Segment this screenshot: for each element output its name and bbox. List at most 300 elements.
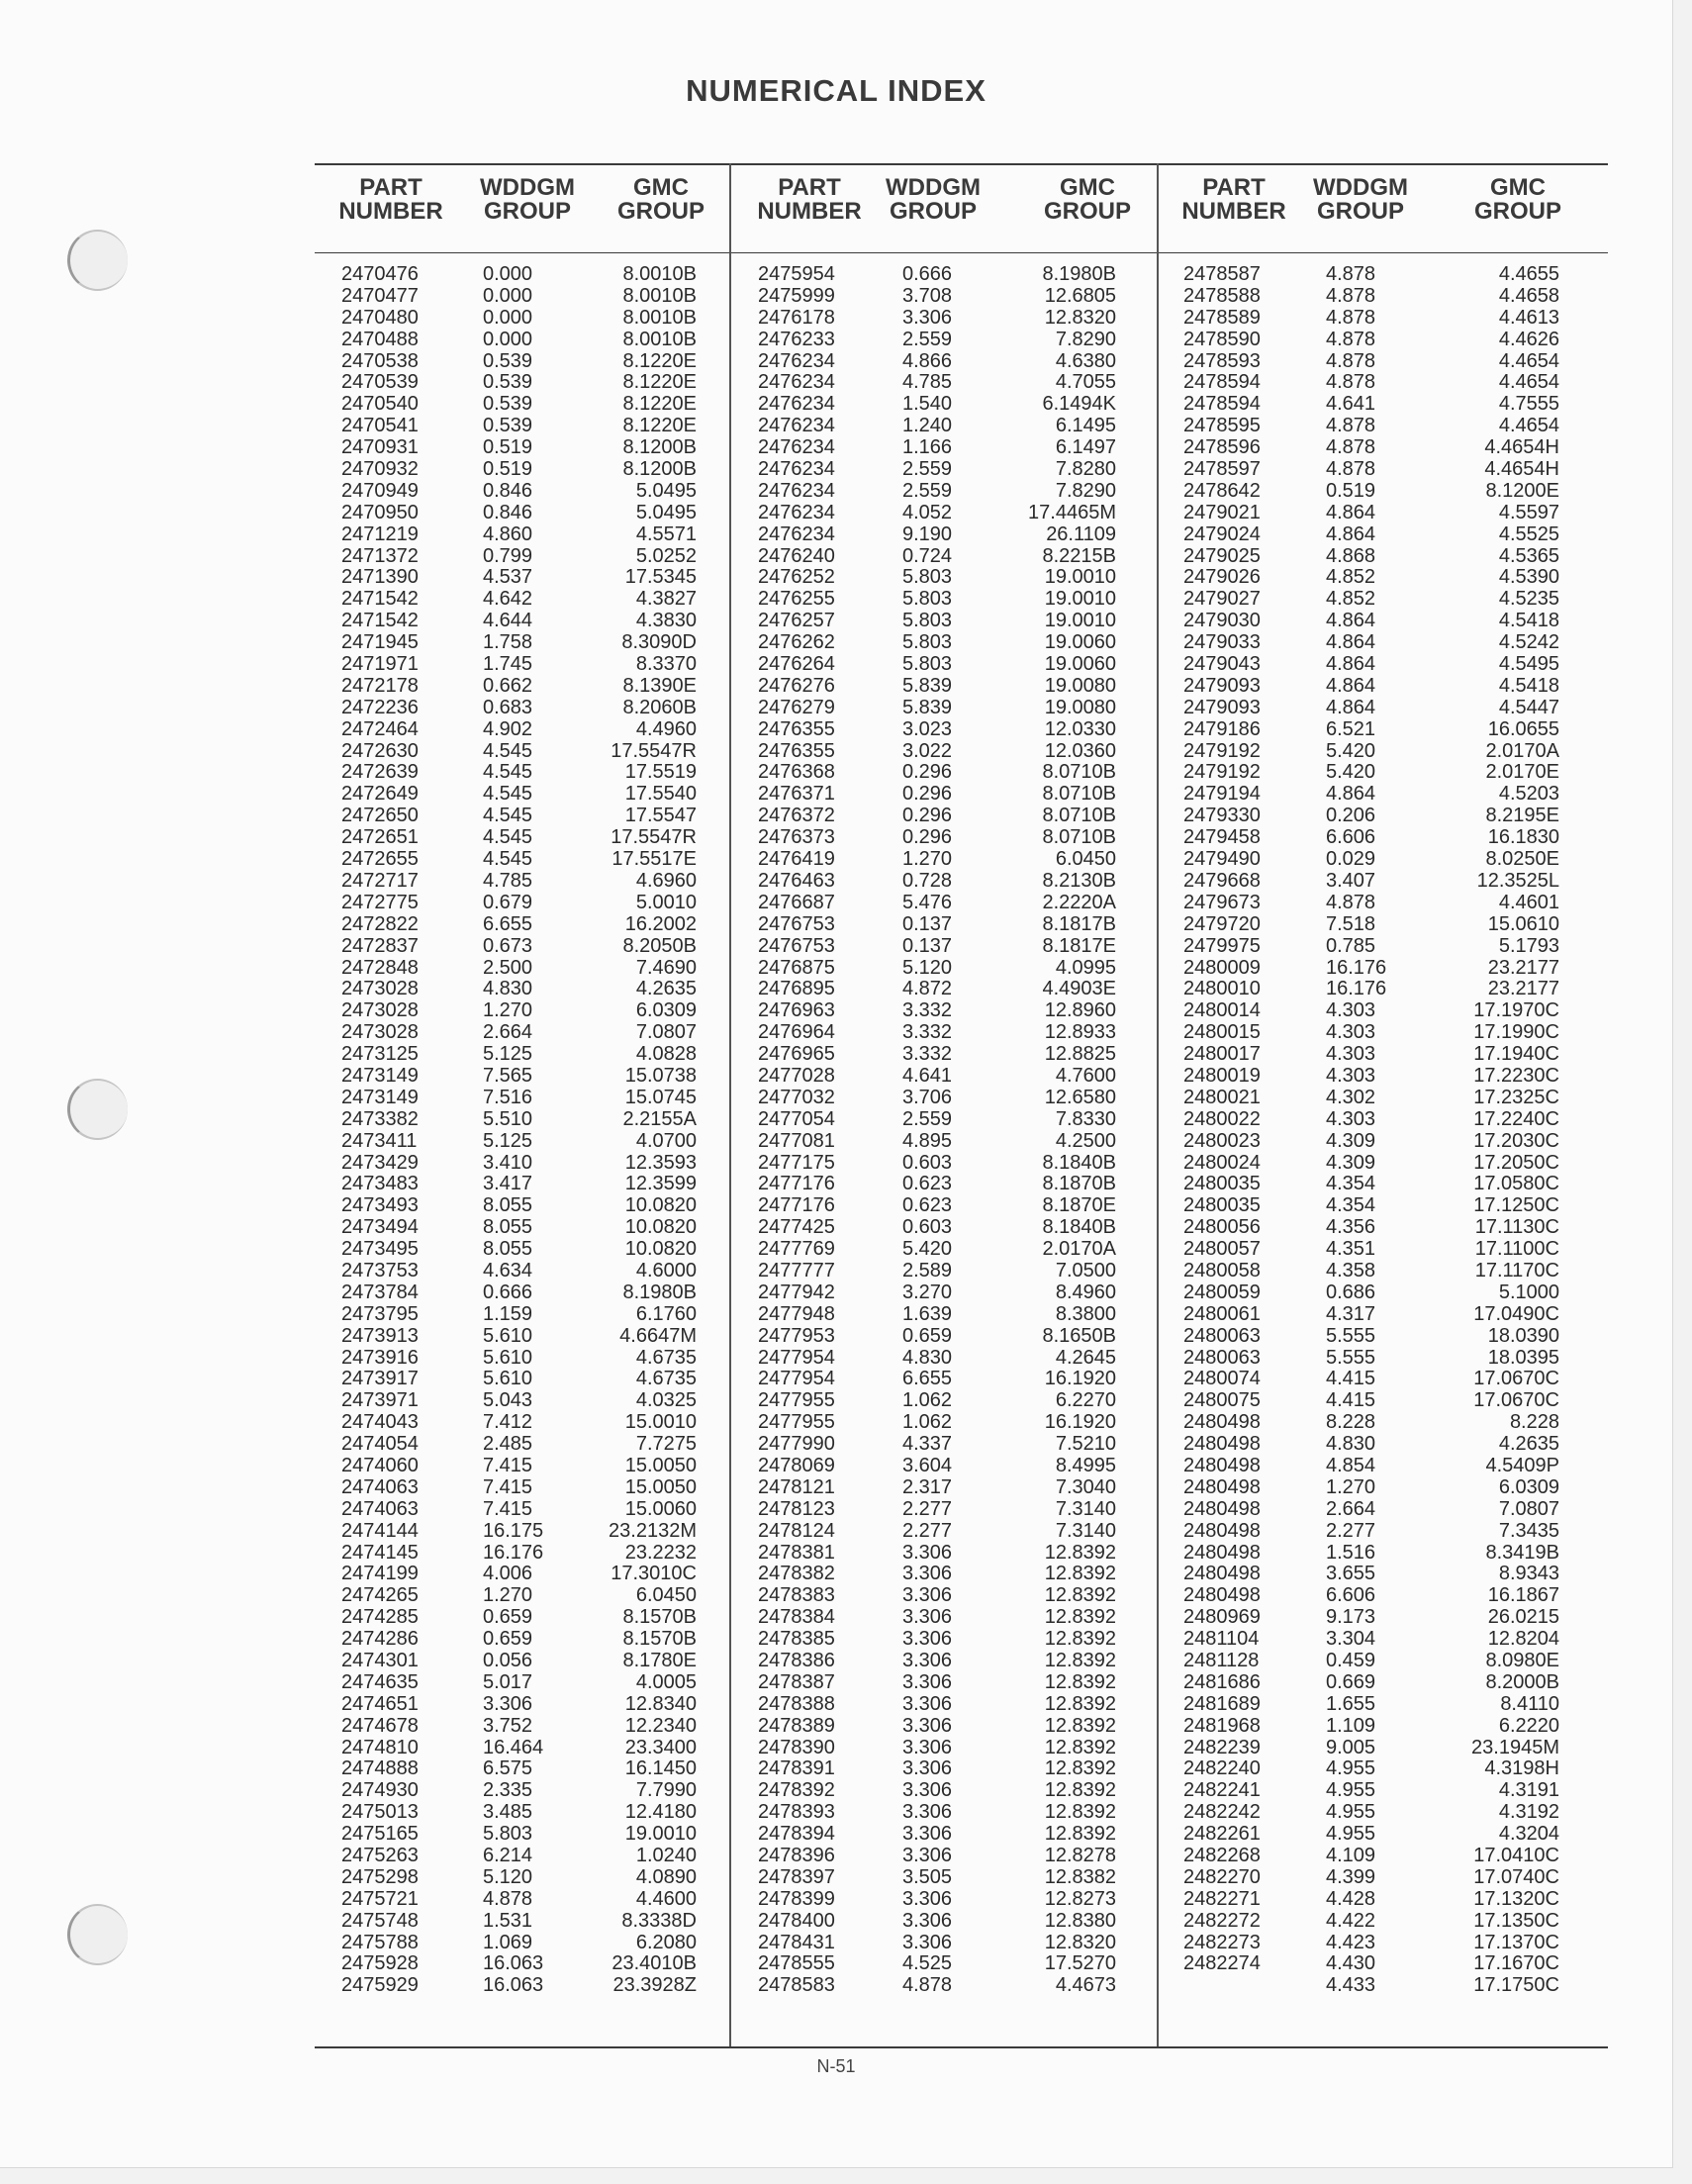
gmc-group-cell: 12.8204 [1487,1628,1559,1651]
gmc-group-cell: 6.0309 [635,999,697,1022]
wddgm-group-cell: 4.878 [1326,415,1376,437]
header-line: GROUP [483,198,571,225]
wddgm-group-cell: 1.109 [1326,1714,1376,1737]
part-number-cell: 2470477 [341,284,419,307]
part-number-cell: 2473495 [341,1238,419,1261]
part-number-column-1 [341,264,419,1997]
part-number-cell: 2476234 [758,349,835,372]
gmc-group-cell: 15.0050 [624,1475,697,1498]
gmc-group-cell: 6.0309 [1498,1475,1559,1498]
wddgm-group-cell: 1.270 [483,999,533,1022]
part-number-cell: 2480009 [1183,956,1261,979]
wddgm-group-cell: 4.303 [1326,1021,1376,1044]
header-line: PART [778,174,841,201]
part-number-cell: 2478596 [1183,436,1261,459]
gmc-group-cell: 12.3599 [624,1173,697,1195]
gmc-group-cell: 8.1200B [622,436,697,459]
wddgm-group-cell: 4.785 [483,869,533,892]
wddgm-group-cell: 0.728 [902,869,953,892]
part-number-cell: 2474063 [341,1497,419,1520]
part-number-cell: 2478069 [758,1454,835,1476]
wddgm-group-cell: 0.296 [902,761,953,784]
part-number-cell: 2481689 [1183,1692,1261,1715]
wddgm-group-cell: 7.518 [1326,912,1376,935]
part-number-cell: 2477176 [758,1173,835,1195]
part-number-cell: 2471945 [341,631,419,654]
part-number-cell: 2474635 [341,1670,419,1693]
gmc-group-cell: 17.0670C [1473,1368,1559,1390]
part-number-cell: 2470540 [341,393,419,416]
wddgm-group-cell: 7.516 [483,1086,533,1108]
wddgm-group-cell: 0.679 [483,891,533,913]
part-number-cell: 2473916 [341,1346,419,1369]
part-number-cell: 2476895 [758,978,835,1000]
wddgm-group-cell: 4.860 [483,522,533,545]
gmc-group-cell: 4.0325 [635,1389,697,1412]
gmc-group-cell: 4.4613 [1498,306,1559,329]
part-number-cell: 2479043 [1183,653,1261,676]
gmc-group-cell: 12.8392 [1044,1801,1116,1824]
wddgm-group-cell: 3.485 [483,1801,533,1824]
wddgm-group-cell: 3.306 [902,1909,953,1932]
gmc-group-cell: 17.1170C [1474,1259,1559,1282]
wddgm-group-cell: 5.803 [902,588,953,611]
part-number-cell: 2472650 [341,805,419,827]
wddgm-group-cell: 5.839 [902,674,953,697]
gmc-group-cell: 6.2270 [1055,1389,1116,1412]
part-number-cell: 2478393 [758,1801,835,1824]
wddgm-group-cell: 9.190 [902,522,953,545]
part-number-cell: 2479033 [1183,631,1261,654]
gmc-group-cell: 8.1980B [622,1281,697,1303]
part-number-cell: 2476355 [758,717,835,740]
wddgm-group-cell: 2.317 [902,1475,953,1498]
gmc-group-cell: 23.3400 [624,1736,697,1758]
part-number-cell: 2473784 [341,1281,419,1303]
gmc-group-cell: 16.1920 [1044,1368,1116,1390]
part-number-cell: 2473483 [341,1173,419,1195]
header-line: GMC [1060,174,1115,201]
gmc-group-cell: 8.0010B [622,284,697,307]
part-number-cell: 2473429 [341,1151,419,1174]
part-number-cell: 2478391 [758,1757,835,1780]
gmc-group-cell: 17.2325C [1473,1086,1559,1108]
gmc-group-cell: 10.0820 [624,1216,697,1239]
gmc-group-cell: 8.1780E [622,1650,697,1671]
part-number-cell: 2478587 [1183,263,1261,285]
part-number-cell: 2482242 [1183,1801,1261,1824]
gmc-group-cell: 17.2230C [1473,1064,1559,1087]
wddgm-group-cell: 1.069 [483,1931,533,1953]
gmc-group-cell: 8.1390E [622,674,697,697]
gmc-group-cell: 12.3593 [624,1151,697,1174]
wddgm-group-cell: 4.955 [1326,1757,1376,1780]
part-number-cell: 2476279 [758,696,835,718]
gmc-group-cell: 23.2177 [1487,956,1559,979]
wddgm-group-cell: 3.306 [902,1541,953,1564]
wddgm-group-cell: 4.878 [1326,891,1376,913]
wddgm-group-cell: 4.864 [1326,674,1376,697]
part-number-cell: 2474678 [341,1714,419,1737]
part-number-cell: 2478555 [758,1952,835,1975]
gmc-group-cell: 6.1497 [1055,436,1116,459]
part-number-cell: 2476255 [758,588,835,611]
gmc-group-cell: 8.1570B [622,1628,697,1651]
part-number-cell: 2478385 [758,1628,835,1651]
gmc-group-cell: 17.1100C [1474,1238,1559,1261]
gmc-group-cell: 15.0738 [624,1064,697,1087]
part-number-cell: 2471219 [341,522,419,545]
part-number-cell: 2479192 [1183,761,1261,784]
gmc-group-cell: 12.0360 [1044,739,1116,762]
gmc-group-cell: 7.7275 [635,1433,697,1456]
part-number-cell: 2476240 [758,544,835,567]
part-number-cell: 2477955 [758,1411,835,1434]
part-number-cell: 2482270 [1183,1865,1261,1888]
wddgm-group-cell: 3.407 [1326,869,1376,892]
part-number-cell: 2478123 [758,1497,835,1520]
wddgm-group-cell: 4.864 [1326,610,1376,632]
wddgm-group-cell: 4.545 [483,805,533,827]
wddgm-group-cell: 2.559 [902,458,953,481]
part-number-cell: 2475999 [758,284,835,307]
gmc-group-cell: 4.4654H [1484,458,1559,481]
gmc-group-cell: 12.8392 [1044,1563,1116,1585]
gmc-group-cell: 4.5203 [1498,783,1559,806]
part-number-cell: 2476355 [758,739,835,762]
gmc-group-cell: 17.0670C [1473,1389,1559,1412]
gmc-group-cell: 4.5365 [1498,544,1559,567]
wddgm-group-cell: 0.662 [483,674,533,697]
part-number-cell: 2474145 [341,1541,419,1564]
gmc-group-cell: 19.0080 [1044,674,1116,697]
wddgm-group-cell: 1.159 [483,1302,533,1325]
wddgm-group-cell: 3.655 [1326,1563,1376,1585]
wddgm-group-cell: 0.846 [483,501,533,523]
gmc-group-cell: 8.0010B [622,306,697,329]
gmc-group-cell: 16.0655 [1487,717,1559,740]
gmc-group-cell: 4.4654 [1498,349,1559,372]
wddgm-group-cell: 4.337 [902,1433,953,1456]
part-number-cell: 2476264 [758,653,835,676]
gmc-group-cell: 4.4658 [1498,284,1559,307]
header-part-number-3 [1170,176,1298,224]
wddgm-group-cell: 3.706 [902,1086,953,1108]
gmc-group-cell: 4.3192 [1498,1801,1559,1824]
wddgm-group-cell: 3.306 [902,1801,953,1824]
wddgm-group-cell: 4.303 [1326,1043,1376,1066]
header-bottom-rule [315,252,1608,253]
wddgm-group-cell: 4.422 [1326,1909,1376,1932]
part-number-cell: 2482274 [1183,1952,1261,1975]
gmc-group-cell: 8.1200B [622,458,697,481]
part-number-cell: 2480022 [1183,1107,1261,1130]
wddgm-group-cell: 4.878 [902,1974,953,1997]
gmc-group-cell: 8.0980E [1485,1650,1559,1671]
gmc-group-cell: 4.5418 [1498,610,1559,632]
gmc-group-cell: 12.6580 [1044,1086,1116,1108]
wddgm-group-cell: 3.332 [902,999,953,1022]
wddgm-group-cell: 3.708 [902,284,953,307]
gmc-group-cell: 8.1870B [1042,1173,1116,1195]
wddgm-group-cell: 2.664 [483,1021,533,1044]
gmc-group-cell: 12.8392 [1044,1779,1116,1802]
gmc-group-cell: 4.0828 [635,1043,697,1066]
gmc-group-cell: 17.1750C [1473,1974,1559,1997]
gmc-group-cell: 4.5390 [1498,566,1559,589]
wddgm-group-cell: 4.864 [1326,653,1376,676]
part-number-cell: 2471971 [341,653,419,676]
wddgm-group-cell: 5.125 [483,1043,533,1066]
part-number-cell: 2476372 [758,805,835,827]
wddgm-group-cell: 4.545 [483,848,533,871]
gmc-group-cell: 8.3090D [621,631,697,654]
gmc-group-cell: 17.3010C [611,1563,697,1585]
gmc-group-cell: 4.4655 [1498,263,1559,285]
gmc-group-cell: 4.3198H [1484,1757,1559,1780]
part-number-cell: 2478642 [1183,479,1261,502]
part-number-cell: 2471372 [341,544,419,567]
wddgm-group-cell: 5.120 [483,1865,533,1888]
column-divider-2 [1157,163,1159,2046]
gmc-group-cell: 4.4601 [1498,891,1559,913]
gmc-group-cell: 17.5519 [624,761,697,784]
part-number-cell: 2476234 [758,501,835,523]
part-number-cell: 2478595 [1183,415,1261,437]
part-number-cell: 2478394 [758,1823,835,1846]
part-number-cell: 2476234 [758,371,835,394]
part-number-cell: 2472775 [341,891,419,913]
wddgm-group-cell: 4.830 [1326,1433,1376,1456]
gmc-group-cell: 17.1670C [1473,1952,1559,1975]
part-number-cell: 2479668 [1183,869,1261,892]
gmc-group-cell: 7.4690 [635,956,697,979]
wddgm-group-cell: 9.005 [1326,1736,1376,1758]
part-number-cell: 2472236 [341,696,419,718]
gmc-group-cell: 19.0010 [624,1823,697,1846]
gmc-group-cell: 17.4465M [1028,501,1116,523]
wddgm-group-cell: 3.306 [902,1779,953,1802]
header-line: GROUP [889,198,977,225]
wddgm-group-cell: 3.505 [902,1865,953,1888]
wddgm-group-cell: 4.878 [1326,458,1376,481]
wddgm-group-cell: 5.017 [483,1670,533,1693]
gmc-group-cell: 15.0745 [624,1086,697,1108]
part-number-cell: 2473149 [341,1086,419,1108]
gmc-group-cell: 8.1200E [1485,479,1559,502]
gmc-group-cell: 19.0010 [1044,566,1116,589]
part-number-cell: 2478124 [758,1519,835,1542]
gmc-group-cell: 12.8392 [1044,1584,1116,1607]
wddgm-group-cell: 0.000 [483,263,533,285]
header-line: NUMBER [1181,198,1286,225]
part-number-cell: 2476234 [758,436,835,459]
wddgm-group-cell: 6.521 [1326,717,1376,740]
wddgm-group-cell: 6.606 [1326,826,1376,849]
gmc-group-cell: 17.1370C [1473,1931,1559,1953]
part-number-cell: 2475165 [341,1823,419,1846]
wddgm-group-cell: 4.955 [1326,1801,1376,1824]
wddgm-group-cell: 2.559 [902,479,953,502]
wddgm-group-cell: 0.659 [902,1324,953,1347]
gmc-group-cell: 12.4180 [624,1801,697,1824]
part-number-cell: 2476234 [758,522,835,545]
wddgm-group-cell: 5.610 [483,1324,533,1347]
gmc-group-cell: 4.7555 [1498,393,1559,416]
part-number-cell: 2478597 [1183,458,1261,481]
part-number-cell: 2477954 [758,1346,835,1369]
part-number-cell: 2472630 [341,739,419,762]
wddgm-group-cell: 4.830 [902,1346,953,1369]
part-number-cell: 2482239 [1183,1736,1261,1758]
gmc-group-cell: 12.8392 [1044,1714,1116,1737]
gmc-group-cell: 8.3419B [1485,1541,1559,1564]
gmc-group-cell: 8.9343 [1498,1563,1559,1585]
wddgm-group-cell: 3.332 [902,1021,953,1044]
part-number-cell: 2480056 [1183,1216,1261,1239]
wddgm-group-cell: 4.878 [1326,263,1376,285]
part-number-cell: 2478390 [758,1736,835,1758]
wddgm-group-cell: 4.356 [1326,1216,1376,1239]
part-number-cell: 2476234 [758,393,835,416]
gmc-group-cell: 12.3525L [1476,869,1559,892]
gmc-group-cell: 8.1817E [1042,934,1116,957]
wddgm-group-cell: 5.555 [1326,1346,1376,1369]
wddgm-group-cell: 4.109 [1326,1845,1376,1867]
part-number-cell: 2481128 [1183,1650,1260,1671]
header-top-rule [315,163,1608,165]
wddgm-group-cell: 3.304 [1326,1628,1376,1651]
wddgm-group-cell: 3.306 [902,306,953,329]
header-line: PART [359,174,423,201]
wddgm-group-cell: 0.724 [902,544,953,567]
gmc-group-cell: 8.1840B [1042,1216,1116,1239]
gmc-group-cell: 17.1130C [1474,1216,1559,1239]
part-number-cell: 2481968 [1183,1714,1261,1737]
header-gmc-group-1 [606,176,716,224]
part-number-cell: 2478396 [758,1845,835,1867]
wddgm-group-cell: 7.415 [483,1497,533,1520]
gmc-group-cell: 17.2030C [1473,1129,1559,1152]
part-number-cell: 2475298 [341,1865,419,1888]
gmc-group-cell: 5.1000 [1498,1281,1559,1303]
part-number-cell: 2474054 [341,1433,419,1456]
wddgm-group-cell: 0.673 [483,934,533,957]
part-number-cell: 2477955 [758,1389,835,1412]
wddgm-group-cell: 0.539 [483,393,533,416]
part-number-cell: 2477942 [758,1281,835,1303]
gmc-group-cell: 12.8380 [1044,1909,1116,1932]
wddgm-group-column-2 [902,264,952,1997]
wddgm-group-cell: 4.423 [1326,1931,1376,1953]
wddgm-group-cell: 2.335 [483,1779,533,1802]
part-number-cell: 2470541 [341,415,419,437]
gmc-group-cell: 17.5547 [624,805,697,827]
wddgm-group-cell: 3.306 [902,1692,953,1715]
gmc-group-cell: 4.4654H [1484,436,1559,459]
wddgm-group-cell: 1.270 [483,1584,533,1607]
gmc-group-cell: 4.4673 [1055,1974,1116,1997]
gmc-group-cell: 8.1817B [1042,912,1116,935]
gmc-group-cell: 19.0080 [1044,696,1116,718]
wddgm-group-cell: 2.500 [483,956,533,979]
gmc-group-cell: 23.1945M [1471,1736,1559,1758]
gmc-group-cell: 8.0710B [1042,805,1116,827]
wddgm-group-cell: 4.642 [483,588,533,611]
part-number-cell: 2480498 [1183,1519,1261,1542]
header-line: GROUP [1316,198,1404,225]
wddgm-group-cell: 5.510 [483,1107,533,1130]
part-number-cell: 2474285 [341,1606,419,1629]
gmc-group-cell: 4.4903E [1042,978,1116,1000]
wddgm-group-cell: 4.864 [1326,631,1376,654]
part-number-cell: 2480058 [1183,1259,1261,1282]
wddgm-group-cell: 16.176 [1326,978,1387,1000]
part-number-cell: 2479030 [1183,610,1261,632]
wddgm-group-cell: 4.302 [1326,1086,1376,1108]
part-number-cell: 2475013 [341,1801,419,1824]
gmc-group-cell: 12.8382 [1044,1865,1116,1888]
gmc-group-cell: 6.1495 [1055,415,1116,437]
gmc-group-cell: 4.6647M [619,1324,697,1347]
wddgm-group-cell: 0.785 [1326,934,1376,957]
part-number-cell: 2480498 [1183,1497,1261,1520]
wddgm-group-cell: 5.803 [902,566,953,589]
gmc-group-cell: 10.0820 [624,1194,697,1217]
gmc-group-cell: 7.7990 [635,1779,697,1802]
wddgm-group-cell: 0.686 [1326,1281,1376,1303]
part-number-cell: 2472837 [341,934,419,957]
part-number-cell: 2477990 [758,1433,835,1456]
wddgm-group-cell: 4.351 [1326,1238,1376,1261]
wddgm-group-cell: 0.000 [483,284,533,307]
gmc-group-cell: 4.4960 [635,717,697,740]
wddgm-group-cell: 4.872 [902,978,953,1000]
gmc-group-cell: 4.2645 [1055,1346,1116,1369]
part-number-cell: 2478383 [758,1584,835,1607]
gmc-group-cell: 8.3370 [635,653,697,676]
part-number-cell: 2478431 [758,1931,835,1953]
gmc-group-cell: 12.8320 [1044,1931,1116,1953]
gmc-group-cell: 16.1920 [1044,1411,1116,1434]
wddgm-group-cell: 0.683 [483,696,533,718]
gmc-group-cell: 4.7600 [1055,1064,1116,1087]
part-number-cell: 2480014 [1183,999,1261,1022]
part-number-cell: 2479093 [1183,674,1261,697]
gmc-group-cell: 6.1760 [635,1302,697,1325]
part-number-cell: 2473795 [341,1302,419,1325]
part-number-cell: 2480075 [1183,1389,1261,1412]
gmc-group-cell: 17.1970C [1473,999,1559,1022]
part-number-cell: 2475721 [341,1887,419,1910]
gmc-group-cell: 8.1870E [1042,1194,1116,1217]
part-number-cell: 2473971 [341,1389,419,1412]
wddgm-group-cell: 4.415 [1326,1389,1376,1412]
gmc-group-cell: 4.2500 [1055,1129,1116,1152]
wddgm-group-cell: 4.868 [1326,544,1376,567]
part-number-cell: 2478388 [758,1692,835,1715]
wddgm-group-cell: 1.758 [483,631,533,654]
part-number-cell: 2478121 [758,1475,835,1498]
wddgm-group-cell: 4.644 [483,610,533,632]
gmc-group-cell: 4.5597 [1498,501,1559,523]
part-number-cell: 2477954 [758,1368,835,1390]
part-number-cell: 2472639 [341,761,419,784]
wddgm-group-cell: 0.459 [1326,1650,1376,1671]
gmc-group-cell: 17.1940C [1473,1043,1559,1066]
gmc-group-cell: 5.1793 [1498,934,1559,957]
part-number-cell: 2474930 [341,1779,419,1802]
